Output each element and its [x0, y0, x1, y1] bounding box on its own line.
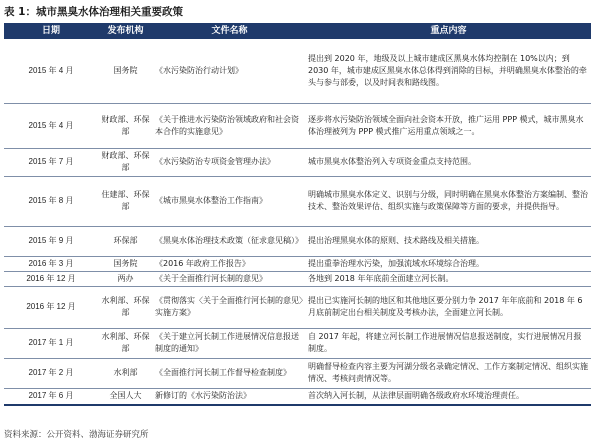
table-row — [4, 176, 591, 226]
row-content: 明确城市黑臭水体定义、识别与分级，同时明确在黑臭水体整治方案编制、整治技术、整治效果评估、组织实施与政策保障等方面的要求，并提供指导。 — [306, 176, 591, 226]
header-date: 日期 — [4, 23, 98, 39]
table-row — [4, 358, 591, 388]
table-row — [4, 388, 591, 405]
table-row — [4, 271, 591, 286]
row-doc: 《水污染防治专项资金管理办法》 — [153, 148, 306, 176]
header-content: 重点内容 — [306, 23, 591, 39]
row-agency: 水利部、环保部 — [98, 286, 153, 328]
row-content: 提出到 2020 年，地级及以上城市建成区黑臭水体均控制在 10%以内；到 2030 年，城市建成区黑臭水体总体得到消除的目标，并明确黑臭水体整治的牵头与参与部委，以及时间表和路线图。 — [306, 39, 591, 103]
policy-table — [4, 23, 591, 406]
row-content: 提出已实施河长制的地区和其他地区要分别力争 2017 年年底前和 2018 年 6 月底前制定出台相关制度及考核办法，全面建立河长制。 — [306, 286, 591, 328]
row-doc: 《水污染防治行动计划》 — [153, 39, 306, 103]
table-row — [4, 148, 591, 176]
row-date: 2017 年 1 月 — [4, 328, 98, 358]
row-date: 2016 年 3 月 — [4, 256, 98, 271]
row-agency: 全国人大 — [98, 388, 153, 405]
row-date: 2015 年 9 月 — [4, 226, 98, 256]
header-agency: 发布机构 — [98, 23, 153, 39]
row-doc: 《关于推进水污染防治领域政府和社会资本合作的实施意见》 — [153, 103, 306, 148]
row-content: 城市黑臭水体整治列入专项资金重点支持范围。 — [306, 148, 591, 176]
row-agency: 住建部、环保部 — [98, 176, 153, 226]
row-date: 2015 年 7 月 — [4, 148, 98, 176]
row-date: 2017 年 2 月 — [4, 358, 98, 388]
table-row — [4, 226, 591, 256]
row-content: 提出重拳治理水污染，加强流域水环境综合治理。 — [306, 256, 591, 271]
row-date: 2016 年 12 月 — [4, 286, 98, 328]
row-doc: 《关于全面推行河长制的意见》 — [153, 271, 306, 286]
row-doc: 《黑臭水体治理技术政策（征求意见稿）》 — [153, 226, 306, 256]
row-agency: 国务院 — [98, 39, 153, 103]
table-row — [4, 286, 591, 328]
row-agency: 水利部 — [98, 358, 153, 388]
header-doc: 文件名称 — [153, 23, 306, 39]
table-row — [4, 328, 591, 358]
row-date: 2017 年 6 月 — [4, 388, 98, 405]
row-date: 2015 年 8 月 — [4, 176, 98, 226]
row-agency: 财政部、环保部 — [98, 148, 153, 176]
row-content: 首次纳入河长制，从法律层面明确各级政府水环境治理责任。 — [306, 388, 591, 405]
row-content: 自 2017 年起，将建立河长制工作进展情况信息报送制度，实行进展情况月报制度。 — [306, 328, 591, 358]
row-content: 各地到 2018 年年底前全面建立河长制。 — [306, 271, 591, 286]
row-agency: 水利部、环保部 — [98, 328, 153, 358]
row-agency: 环保部 — [98, 226, 153, 256]
row-content: 提出治理黑臭水体的原则、技术路线及相关措施。 — [306, 226, 591, 256]
row-date: 2015 年 4 月 — [4, 103, 98, 148]
table-row — [4, 39, 591, 103]
table-header-row — [4, 23, 591, 39]
row-doc: 《贯彻落实〈关于全面推行河长制的意见〉实施方案》 — [153, 286, 306, 328]
row-agency: 两办 — [98, 271, 153, 286]
table-row — [4, 103, 591, 148]
row-agency: 国务院 — [98, 256, 153, 271]
row-doc: 《2016 年政府工作报告》 — [153, 256, 306, 271]
row-doc: 《全面推行河长制工作督导检查制度》 — [153, 358, 306, 388]
source-note: 资料来源：公开资料、渤海证券研究所 — [4, 430, 149, 440]
row-content: 逐步将水污染防治领域全面向社会资本开放，推广运用 PPP 模式，城市黑臭水体治理被列为 PPP 模式推广运用重点领域之一。 — [306, 103, 591, 148]
row-agency: 财政部、环保部 — [98, 103, 153, 148]
table-row — [4, 256, 591, 271]
table-title: 表 1：城市黑臭水体治理相关重要政策 — [4, 6, 183, 18]
row-doc: 新修订的《水污染防治法》 — [153, 388, 306, 405]
row-doc: 《关于建立河长制工作进展情况信息报送制度的通知》 — [153, 328, 306, 358]
row-doc: 《城市黑臭水体整治工作指南》 — [153, 176, 306, 226]
row-date: 2015 年 4 月 — [4, 39, 98, 103]
row-date: 2016 年 12 月 — [4, 271, 98, 286]
row-content: 明确督导检查内容主要为河湖分级名录确定情况、工作方案制定情况、组织实施情况、考核问责情况等。 — [306, 358, 591, 388]
